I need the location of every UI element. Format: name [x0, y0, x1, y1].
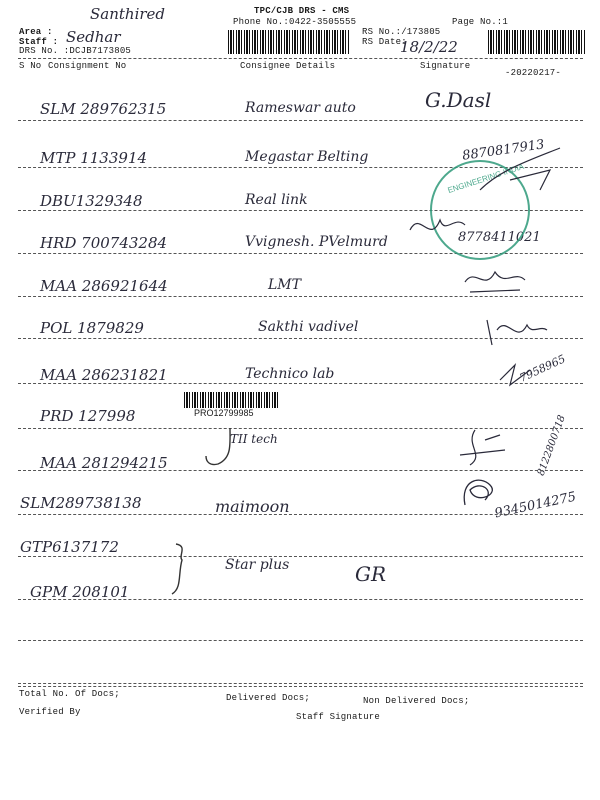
col-sno: S No: [19, 61, 42, 71]
barcode: [184, 392, 280, 408]
signature: G.Dasl: [425, 88, 492, 112]
consignment-no: MAA 286921644: [40, 277, 168, 295]
header-barcode-left: [228, 30, 350, 54]
consignee-name: Star plus: [225, 557, 290, 573]
signature-scribble: [455, 470, 505, 510]
signature-scribble: [495, 360, 535, 390]
staff-signature: Staff Signature: [296, 712, 381, 722]
row-rule: [18, 120, 583, 121]
signature-scribble: [482, 310, 552, 355]
col-signature: Signature: [420, 61, 471, 71]
signature: 8778411021: [458, 230, 541, 245]
signature-scribble: [470, 140, 580, 200]
consignment-no: POL 1879829: [40, 319, 144, 337]
non-delivered-docs: Non Delivered Docs;: [363, 696, 470, 706]
drs-number: DRS No. :DCJB7173805: [19, 46, 132, 56]
blank-rule: [18, 640, 583, 641]
bracket-mark: [200, 424, 240, 468]
footer-top-rule: [18, 686, 583, 687]
consignment-no: SLM289738138: [20, 494, 142, 512]
row-rule: [18, 599, 583, 600]
col-consignee: Consignee Details: [240, 61, 336, 71]
signature-scribble: [405, 205, 475, 250]
consignment-no: HRD 700743284: [40, 234, 168, 252]
page-number: Page No.:1: [452, 17, 509, 27]
consignment-no: MTP 1133914: [40, 149, 148, 167]
signature-scribble: [455, 425, 515, 470]
col-consignment: Consignment No: [48, 61, 127, 71]
consignment-no: PRD 127998: [40, 407, 136, 425]
signature: GR: [355, 562, 387, 586]
rs-date-label: RS Date:: [362, 37, 407, 47]
bracket-mark: [168, 540, 198, 600]
consignee-name: maimoon: [215, 497, 290, 516]
consignment-no: MAA 281294215: [40, 454, 168, 472]
signature: 9345014275: [493, 489, 578, 522]
area-label: Area :: [19, 27, 53, 37]
rs-date-handwritten: 18/2/22: [400, 38, 458, 56]
consignment-no: GTP6137172: [20, 538, 119, 556]
barcode-text: PRO12799985: [194, 408, 254, 418]
header-barcode-right: [488, 30, 586, 54]
header-top-rule: [18, 58, 583, 59]
consignee-name: Technico lab: [245, 366, 335, 382]
form-title: TPC/CJB DRS - CMS: [254, 6, 350, 16]
signature-scribble: [460, 262, 530, 302]
consignee-name: Real link: [245, 192, 308, 208]
verified-by: Verified By: [19, 707, 81, 717]
signature: 8870817913: [461, 137, 546, 164]
consignment-no: DBU1329348: [40, 192, 143, 210]
staff-handwritten: Sedhar: [66, 28, 121, 46]
delivered-docs: Delivered Docs;: [226, 693, 311, 703]
total-docs: Total No. Of Docs;: [19, 689, 120, 699]
row-rule: [18, 514, 583, 515]
blank-rule: [18, 683, 583, 684]
consignment-no: MAA 286231821: [40, 366, 168, 384]
stamp-text: ENGINEERING INDIA: [446, 161, 526, 196]
phone-number: Phone No.:0422-3505555: [233, 17, 357, 27]
col-ref: -20220217-: [505, 68, 562, 78]
signature: 7958965: [517, 352, 568, 385]
consignee-name: Sakthi vadivel: [258, 319, 359, 335]
consignee-name: TII tech: [230, 432, 278, 446]
consignment-no: SLM 289762315: [40, 100, 167, 118]
barcode-label: [182, 390, 282, 420]
staff-label: Staff :: [19, 37, 59, 47]
consignment-no: GPM 208101: [30, 583, 130, 601]
signature: 8122800718: [535, 413, 568, 478]
consignee-name: LMT: [268, 277, 301, 293]
row-rule: [18, 556, 583, 557]
consignee-name: Rameswar auto: [245, 100, 356, 116]
consignee-name: Megastar Belting: [245, 149, 369, 165]
consignee-name: Vvignesh. PVelmurd: [245, 234, 388, 250]
rs-number: RS No.:/173805: [362, 27, 441, 37]
area-handwritten: Santhired: [90, 5, 166, 23]
